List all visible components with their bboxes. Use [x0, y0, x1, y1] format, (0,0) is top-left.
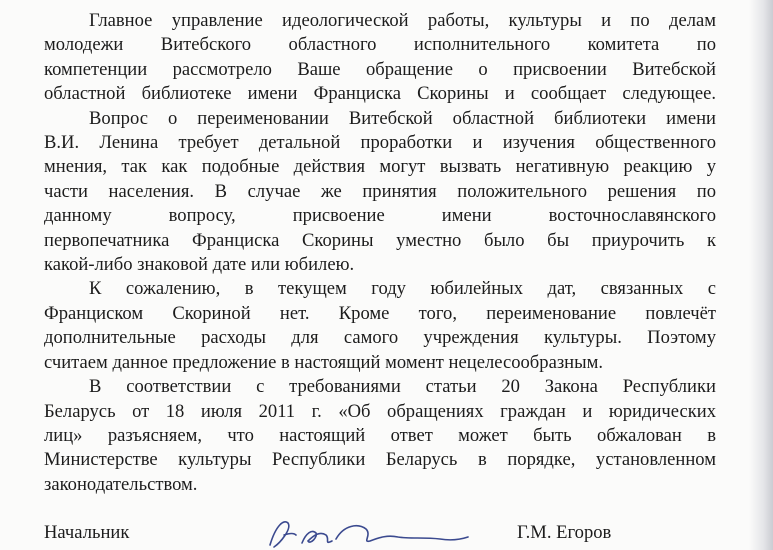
text-line: молодежи Витебского областного исполнительного комитета по [44, 34, 716, 56]
letter-body [44, 9, 716, 497]
position-title: Начальник [44, 522, 130, 543]
text-line: части населения. В случае же принятия положительного решения по [44, 180, 716, 202]
text-line: областной библиотеке имени Франциска Скорины и сообщает следующее. [44, 83, 716, 105]
text-line: первопечатника Франциска Скорины уместно было бы приурочить к [44, 229, 716, 251]
paragraph-3 [44, 277, 716, 375]
text-line: лиц» разъясняем, что настоящий ответ может быть обжалован в [44, 424, 716, 446]
text-line: дополнительные расходы для самого учреждения культуры. Поэтому [44, 327, 716, 349]
text-line: В соответствии с требованиями статьи 20 Закона Республики [89, 376, 716, 398]
paragraph-4 [44, 375, 716, 497]
text-line: Франциском Скориной нет. Кроме того, переименование повлечёт [44, 302, 716, 324]
signer-name: Г.М. Егоров [517, 522, 612, 543]
text-line: В.И. Ленина требует детальной проработки и изучения общественного [44, 132, 716, 154]
page-edge-shadow [749, 0, 773, 550]
text-line: Главное управление идеологической работы, культуры и по делам [89, 10, 716, 31]
text-line: законодательством. [44, 473, 198, 495]
paragraph-2 [44, 107, 716, 278]
text-line: считаем данное предложение в настоящий момент нецелесообразным. [44, 351, 604, 373]
text-line: Министерстве культуры Республики Беларусь в порядке, установленном [44, 449, 716, 471]
text-line: мнения, так как подобные действия могут вызвать негативную реакцию у [44, 156, 716, 178]
paragraph-1 [44, 9, 716, 107]
text-line: Беларусь от 18 июля 2011 г. «Об обращениях граждан и юридических [44, 400, 716, 422]
text-line: какой-либо знаковой дате или юбилею. [44, 254, 355, 276]
handwritten-signature [262, 515, 472, 550]
text-line: компетенции рассмотрело Ваше обращение о присвоении Витебской [44, 58, 716, 80]
text-line: Вопрос о переименовании Витебской областной библиотеки имени [89, 107, 716, 129]
text-line: данному вопросу, присвоение имени восточнославянского [44, 205, 716, 227]
text-line: К сожалению, в текущем году юбилейных дат, связанных с [89, 278, 716, 300]
